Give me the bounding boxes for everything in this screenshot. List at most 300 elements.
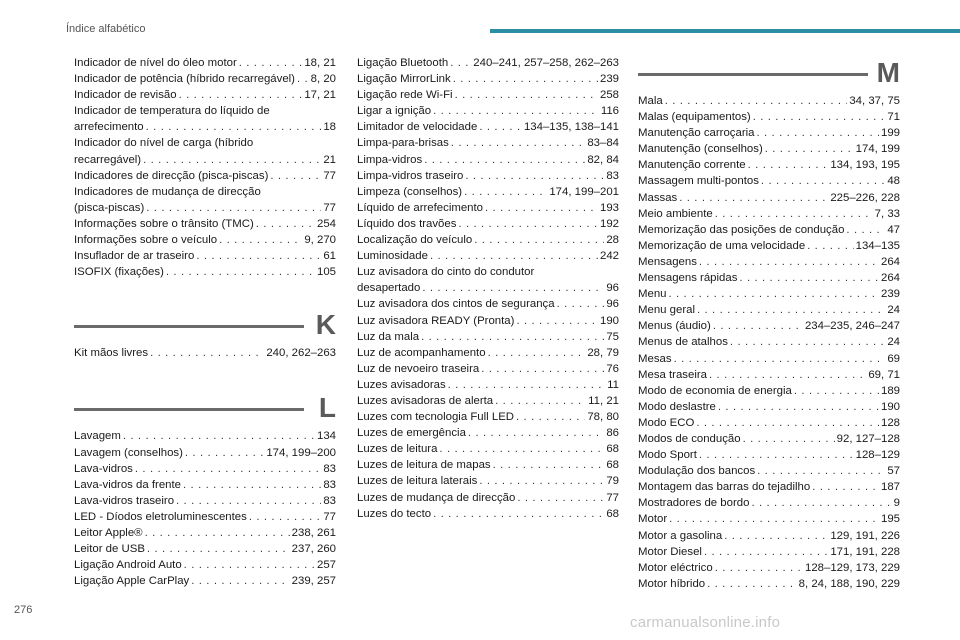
index-entry (638, 254, 900, 270)
dot-leader (143, 152, 321, 168)
index-entry-pages: 83 (323, 478, 336, 491)
index-entry-term: desapertado (357, 282, 421, 295)
entries-l (74, 428, 336, 589)
dot-leader (135, 461, 321, 477)
index-entry-term: Limpa-vidros (357, 153, 423, 166)
index-entry-term: Mesas (638, 352, 672, 365)
dot-leader (697, 302, 885, 318)
index-entry-pages: 189 (880, 384, 900, 397)
index-entry-pages: 83 (606, 169, 619, 182)
dot-leader (481, 361, 604, 377)
index-entry (357, 473, 619, 489)
index-entry-pages: 57 (887, 465, 900, 478)
dot-leader (448, 377, 606, 393)
index-entry-pages: 254 (316, 217, 336, 230)
index-entry (74, 152, 336, 168)
dot-leader (488, 345, 586, 361)
index-entry-term: Menus de atalhos (638, 336, 728, 349)
index-entry-term: Montagem das barras do tejadilho (638, 481, 811, 494)
index-entry-term: Motor Diesel (638, 545, 702, 558)
index-entry-pages: 76 (606, 362, 619, 375)
index-entry-term: Ligar a ignição (357, 105, 432, 118)
index-entry-term: recarregável) (74, 153, 142, 166)
dot-leader (479, 473, 604, 489)
index-entry-pages: 193 (599, 201, 619, 214)
dot-leader (256, 216, 315, 232)
index-entry-term: Luzes avisadoras (357, 378, 446, 391)
index-entry-term: Líquido dos travões (357, 217, 457, 230)
index-entry (74, 71, 336, 87)
section-rule (74, 408, 304, 411)
index-entry (638, 447, 900, 463)
index-entry (357, 457, 619, 473)
page-header-title: Índice alfabético (66, 23, 146, 35)
index-entry-pages: 187 (880, 481, 900, 494)
index-entry-term: (pisca-piscas) (74, 201, 145, 214)
dot-leader (495, 393, 586, 409)
index-entry-term: Luminosidade (357, 250, 428, 263)
dot-leader (458, 216, 598, 232)
section-letter-l: L (318, 392, 336, 424)
index-entry-term: Mesa traseira (638, 368, 708, 381)
index-entry-term: Massas (638, 191, 678, 204)
dot-leader (453, 71, 598, 87)
index-entry-pages: 199 (880, 127, 900, 140)
index-entry-pages: 240–241, 257–258, 262–263 (473, 57, 619, 69)
index-entry (357, 119, 619, 135)
dot-leader (724, 528, 828, 544)
dot-leader (704, 544, 828, 560)
dot-leader (176, 493, 321, 509)
dot-leader (196, 248, 321, 264)
dot-leader (751, 495, 891, 511)
dot-leader (757, 125, 879, 141)
index-entry-pages: 242 (599, 250, 619, 263)
index-entry-pages: 239 (599, 73, 619, 86)
dot-leader (123, 428, 315, 444)
index-entry-pages: 192 (599, 217, 619, 230)
index-entry-term: Mostradores de bordo (638, 497, 750, 510)
dot-leader (739, 270, 879, 286)
index-entry-pages: 9 (893, 497, 900, 510)
index-entry (357, 87, 619, 103)
index-column-2 (357, 0, 619, 522)
index-entry-pages: 18, 21 (304, 57, 336, 69)
index-entry-term: Motor a gasolina (638, 529, 723, 542)
index-entry-pages: 174, 199 (855, 143, 900, 156)
dot-leader (557, 296, 605, 312)
index-entry-term: Limpa-para-brisas (357, 137, 449, 150)
dot-leader (191, 573, 289, 589)
dot-leader (249, 509, 321, 525)
index-entry-term: Insuflador de ar traseiro (74, 250, 195, 263)
index-entry-term: Indicadores de direcção (pisca-piscas) (74, 169, 269, 182)
index-entry (638, 286, 900, 302)
index-entry (638, 318, 900, 334)
index-entry-term: Lava-vidros traseiro (74, 494, 175, 507)
index-entry (357, 377, 619, 393)
index-entry (638, 125, 900, 141)
dot-leader (699, 254, 879, 270)
index-entry-pages: 75 (606, 330, 619, 343)
index-entry (357, 103, 619, 119)
dot-leader (145, 525, 290, 541)
dot-leader (665, 93, 848, 109)
dot-leader (465, 168, 604, 184)
entries-i (74, 55, 336, 280)
dot-leader (730, 334, 885, 350)
index-entry-pages: 105 (316, 266, 336, 279)
dot-leader (185, 445, 264, 461)
index-entry (74, 461, 336, 477)
dot-leader (146, 119, 322, 135)
index-entry-pages: 174, 199–201 (549, 185, 619, 198)
index-entry-pages: 128 (880, 416, 900, 429)
index-entry-pages: 17, 21 (304, 89, 336, 102)
index-entry-pages: 79 (606, 475, 619, 488)
index-entry (638, 222, 900, 238)
index-entry-pages: 171, 191, 228 (830, 545, 900, 558)
index-entry (638, 351, 900, 367)
dot-leader (433, 506, 604, 522)
index-entry-term: Lavagem (conselhos) (74, 446, 183, 459)
index-entry-pages: 68 (606, 443, 619, 456)
dot-leader (464, 184, 547, 200)
index-entry-term: Luzes avisadoras de alerta (357, 394, 494, 407)
index-entry-pages: 28, 79 (587, 346, 619, 359)
index-entry-term: Lava-vidros (74, 462, 133, 475)
index-entry-term: Menus (áudio) (638, 320, 711, 333)
index-entry (638, 383, 900, 399)
dot-leader (757, 463, 885, 479)
index-entry-pages: 47 (887, 223, 900, 236)
index-entry-term: Luzes com tecnologia Full LED (357, 411, 515, 424)
index-entry-pages: 264 (880, 272, 900, 285)
index-entry-pages: 78, 80 (587, 411, 619, 424)
index-entry (357, 184, 619, 200)
index-entry-term: LED - Díodos eletroluminescentes (74, 510, 247, 523)
dot-leader (297, 71, 309, 87)
index-entry (638, 190, 900, 206)
dot-leader (761, 173, 885, 189)
index-entry-pages: 77 (606, 491, 619, 504)
dot-leader (812, 479, 879, 495)
index-entry (74, 477, 336, 493)
index-entry (357, 71, 619, 87)
index-entry (74, 573, 336, 589)
dot-leader (715, 560, 803, 576)
index-entry (357, 409, 619, 425)
index-entry (638, 270, 900, 286)
dot-leader (743, 431, 835, 447)
dot-leader (493, 457, 605, 473)
dot-leader (239, 55, 303, 71)
index-entry-term: Ligação Bluetooth (357, 57, 449, 69)
index-entry-pages: 11, 21 (588, 394, 619, 407)
index-entry (638, 544, 900, 560)
index-entry-term: Manutenção carroçaria (638, 127, 755, 140)
index-entry-pages: 86 (606, 427, 619, 440)
section-letter-k: K (315, 309, 336, 341)
index-entry-first-line: Indicador do nível de carga (híbrido (74, 137, 254, 150)
dot-leader (430, 248, 598, 264)
index-entry-pages: 34, 37, 75 (849, 95, 900, 107)
dot-leader (748, 157, 829, 173)
index-entry-term: Massagem multi-pontos (638, 175, 759, 188)
index-entry (357, 200, 619, 216)
index-entry-pages: 239 (880, 288, 900, 301)
index-entry-first-line: Luz avisadora do cinto do condutor (357, 266, 535, 279)
section-rule (638, 73, 868, 76)
dot-leader (669, 286, 879, 302)
index-entry-pages: 128–129 (855, 449, 900, 462)
dot-leader (707, 576, 797, 592)
index-entry (638, 93, 900, 109)
index-entry-first-line: Indicadores de mudança de direcção (74, 185, 261, 198)
index-entry (638, 511, 900, 527)
dot-leader (270, 168, 321, 184)
index-entry (357, 152, 619, 168)
dot-leader (485, 200, 598, 216)
index-entry-term: Limpeza (conselhos) (357, 185, 463, 198)
entries-m (638, 93, 900, 592)
dot-leader (479, 119, 522, 135)
index-entry (74, 345, 336, 361)
index-entry (638, 463, 900, 479)
index-entry (357, 313, 619, 329)
index-entry-term: Modo deslastre (638, 400, 716, 413)
index-entry-term: Leitor de USB (74, 543, 145, 556)
index-entry-term: Modo ECO (638, 416, 695, 429)
entries-k (74, 345, 336, 361)
index-entry (638, 302, 900, 318)
index-entry (357, 441, 619, 457)
index-entry-pages: 134–135 (855, 239, 900, 252)
index-entry-pages: 8, 20 (310, 73, 336, 86)
index-entry-term: Mensagens rápidas (638, 272, 738, 285)
index-entry (638, 495, 900, 511)
index-entry-term: ISOFIX (fixações) (74, 266, 164, 279)
index-entry (357, 232, 619, 248)
index-entry-pages: 77 (323, 510, 336, 523)
index-entry (74, 445, 336, 461)
dot-leader (433, 103, 599, 119)
index-entry-term: Luz de nevoeiro traseira (357, 362, 480, 375)
index-entry (357, 135, 619, 151)
index-entry-term: Lava-vidros da frente (74, 478, 182, 491)
index-entry (74, 428, 336, 444)
index-entry-pages: 71 (887, 111, 900, 124)
index-entry-term: Luzes de leitura de mapas (357, 459, 491, 472)
index-entry-term: Indicador de potência (híbrido recarregável) (74, 73, 295, 86)
dot-leader (765, 141, 854, 157)
index-entry (357, 248, 619, 264)
page-number: 276 (14, 604, 33, 616)
index-entry-pages: 128–129, 173, 229 (804, 561, 900, 574)
index-entry-pages: 190 (599, 314, 619, 327)
index-entry-term: arrefecimento (74, 121, 144, 134)
index-entry-pages: 257 (316, 559, 336, 572)
index-entry-term: Kit mãos livres (74, 347, 149, 360)
dot-leader (450, 55, 471, 71)
index-entry-term: Menu geral (638, 304, 695, 317)
index-entry-term: Motor híbrido (638, 577, 706, 590)
dot-leader (846, 222, 885, 238)
dot-leader (150, 345, 264, 361)
index-entry-pages: 8, 24, 188, 190, 229 (798, 577, 900, 590)
index-column-3 (638, 0, 900, 592)
index-entry (357, 296, 619, 312)
dot-leader (146, 200, 321, 216)
index-entry (357, 280, 619, 296)
index-entry (638, 479, 900, 495)
dot-leader (219, 232, 302, 248)
index-entry-term: Manutenção corrente (638, 159, 746, 172)
index-column-1 (74, 0, 336, 589)
dot-leader (439, 441, 604, 457)
index-entry-pages: 7, 33 (874, 207, 900, 220)
index-entry (357, 425, 619, 441)
index-entry-term: Limitador de velocidade (357, 121, 478, 134)
index-entry-term: Ligação Android Auto (74, 559, 182, 572)
index-entry (74, 541, 336, 557)
index-entry-term: Luz avisadora READY (Pronta) (357, 314, 515, 327)
index-entry (638, 528, 900, 544)
index-entry-pages: 69, 71 (868, 368, 900, 381)
index-entry (638, 367, 900, 383)
index-entry-pages: 18 (323, 121, 336, 134)
index-entry-term: Modo Sport (638, 449, 697, 462)
dot-leader (696, 415, 879, 431)
section-letter-m: M (876, 57, 900, 88)
index-entry-pages: 225–226, 228 (830, 191, 900, 204)
index-entry (638, 157, 900, 173)
index-entry-pages: 48 (887, 175, 900, 188)
index-entry (638, 576, 900, 592)
dot-leader (424, 152, 585, 168)
dot-leader (713, 318, 803, 334)
index-entry-term: Luzes de mudança de direcção (357, 491, 516, 504)
index-entry-term: Leitor Apple® (74, 526, 143, 539)
index-entry (357, 345, 619, 361)
index-entry-term: Menu (638, 288, 667, 301)
section-header-l (74, 394, 336, 428)
index-entry-term: Modulação dos bancos (638, 465, 756, 478)
index-entry-term: Modos de condução (638, 432, 741, 445)
dot-leader (679, 190, 828, 206)
index-entry-pages: 234–235, 246–247 (804, 320, 900, 333)
index-entry (638, 109, 900, 125)
index-entry-pages: 9, 270 (304, 234, 336, 247)
index-entry-pages: 239, 257 (291, 575, 336, 588)
index-entry (357, 490, 619, 506)
index-entry-term: Meio ambiente (638, 207, 713, 220)
index-entry-pages: 190 (880, 400, 900, 413)
index-entry-pages: 77 (323, 201, 336, 214)
index-entry-pages: 83–84 (587, 137, 619, 150)
dot-leader (699, 447, 854, 463)
index-entry-term: Ligação rede Wi-Fi (357, 89, 453, 102)
index-entry (638, 206, 900, 222)
dot-leader (516, 313, 598, 329)
index-entry (74, 87, 336, 103)
index-entry-pages: 96 (606, 298, 619, 311)
index-entry-pages: 258 (599, 89, 619, 102)
index-entry-pages: 238, 261 (291, 526, 336, 539)
index-entry (638, 141, 900, 157)
dot-leader (709, 367, 866, 383)
dot-leader (718, 399, 879, 415)
index-entry (357, 329, 619, 345)
index-entry (74, 119, 336, 135)
index-entry (638, 415, 900, 431)
index-entry-pages: 116 (600, 105, 619, 118)
index-entry (357, 216, 619, 232)
dot-leader (179, 87, 303, 103)
index-entry-term: Ligação Apple CarPlay (74, 575, 190, 588)
index-entry-term: Luzes de emergência (357, 427, 466, 440)
dot-leader (166, 264, 315, 280)
index-entry (638, 560, 900, 576)
index-entry (638, 431, 900, 447)
dot-leader (147, 541, 290, 557)
index-entry (74, 232, 336, 248)
dot-leader (674, 351, 886, 367)
index-entry (74, 216, 336, 232)
index-entry-pages: 11 (607, 378, 619, 391)
index-entry (357, 55, 619, 71)
index-entry-term: Memorização das posições de condução (638, 223, 845, 236)
index-entry-term: Memorização de uma velocidade (638, 239, 806, 252)
index-entry-term: Malas (equipamentos) (638, 111, 751, 124)
index-entry-term: Líquido de arrefecimento (357, 201, 484, 214)
index-entry-term: Indicador de nível do óleo motor (74, 57, 237, 69)
dot-leader (183, 477, 321, 493)
index-entry-pages: 21 (323, 153, 336, 166)
index-entry-term: Luz avisadora dos cintos de segurança (357, 298, 555, 311)
dot-leader (455, 87, 598, 103)
index-entry-pages: 264 (880, 255, 900, 268)
index-entry (638, 173, 900, 189)
index-entry-first-line: Indicador de temperatura do líquido de (74, 105, 270, 118)
index-entry (638, 238, 900, 254)
index-entry (638, 334, 900, 350)
section-header-m (638, 59, 900, 93)
dot-leader (184, 557, 315, 573)
index-entry-term: Ligação MirrorLink (357, 73, 451, 86)
dot-leader (753, 109, 886, 125)
index-entry-pages: 77 (323, 169, 336, 182)
index-entry (74, 509, 336, 525)
index-entry-pages: 83 (323, 462, 336, 475)
index-entry-pages: 68 (606, 507, 619, 520)
index-entry-pages: 96 (606, 282, 619, 295)
index-entry (74, 557, 336, 573)
index-entry-term: Manutenção (conselhos) (638, 143, 763, 156)
index-entry-term: Modo de economia de energia (638, 384, 792, 397)
index-entry-term: Indicador de revisão (74, 89, 177, 102)
index-entry (74, 55, 336, 71)
index-entry (74, 525, 336, 541)
index-entry (74, 200, 336, 216)
index-entry-term: Informações sobre o veículo (74, 234, 218, 247)
index-entry-term: Luzes de leitura (357, 443, 438, 456)
index-entry (74, 248, 336, 264)
watermark: carmanualsonline.info (630, 614, 781, 631)
index-entry-term: Informações sobre o trânsito (TMC) (74, 217, 254, 230)
index-entry-pages: 195 (880, 513, 900, 526)
index-entry-pages: 174, 199–200 (266, 446, 336, 459)
